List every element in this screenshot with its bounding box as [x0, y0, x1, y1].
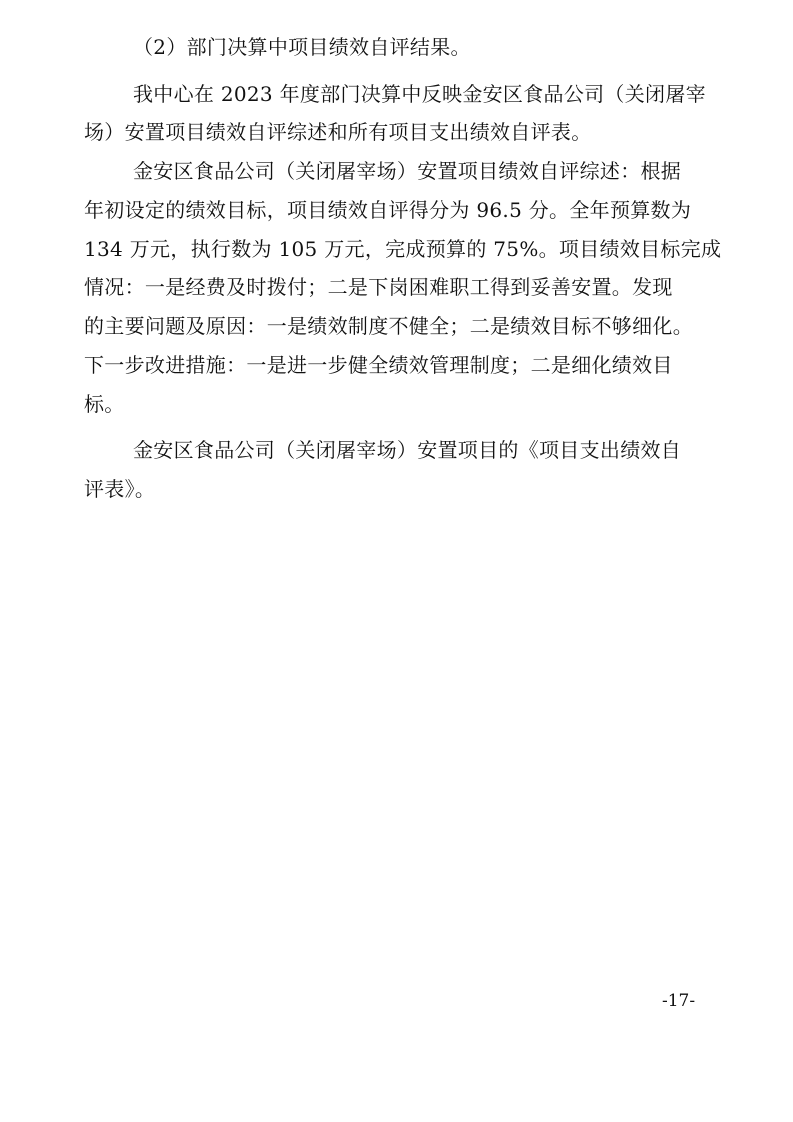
paragraph-2-line-1: 金安区食品公司（关闭屠宰场）安置项目绩效自评综述：根据 — [133, 159, 682, 183]
paragraph-2-line-4: 情况：一是经费及时拨付；二是下岗困难职工得到妥善安置。发现 — [84, 275, 673, 299]
page-number: -17- — [662, 991, 696, 1011]
paragraph-2-line-3: 134 万元，执行数为 105 万元，完成预算的 75%。项目绩效目标完成 — [84, 237, 722, 261]
paragraph-1-line-1: 我中心在 2023 年度部门决算中反映金安区食品公司（关闭屠宰 — [133, 82, 706, 106]
paragraph-3-line-1: 金安区食品公司（关闭屠宰场）安置项目的《项目支出绩效自 — [133, 438, 682, 462]
paragraph-2-line-2: 年初设定的绩效目标，项目绩效自评得分为 96.5 分。全年预算数为 — [84, 198, 692, 222]
paragraph-1-line-2: 场）安置项目绩效自评综述和所有项目支出绩效自评表。 — [84, 120, 592, 144]
paragraph-2-line-6: 下一步改进措施：一是进一步健全绩效管理制度；二是细化绩效目 — [84, 353, 673, 377]
section-heading-line: （2）部门决算中项目绩效自评结果。 — [133, 35, 471, 59]
paragraph-2-line-5: 的主要问题及原因：一是绩效制度不健全；二是绩效目标不够细化。 — [84, 314, 693, 338]
paragraph-3-line-2: 评表》。 — [84, 477, 156, 501]
paragraph-2-line-7: 标。 — [84, 392, 125, 416]
